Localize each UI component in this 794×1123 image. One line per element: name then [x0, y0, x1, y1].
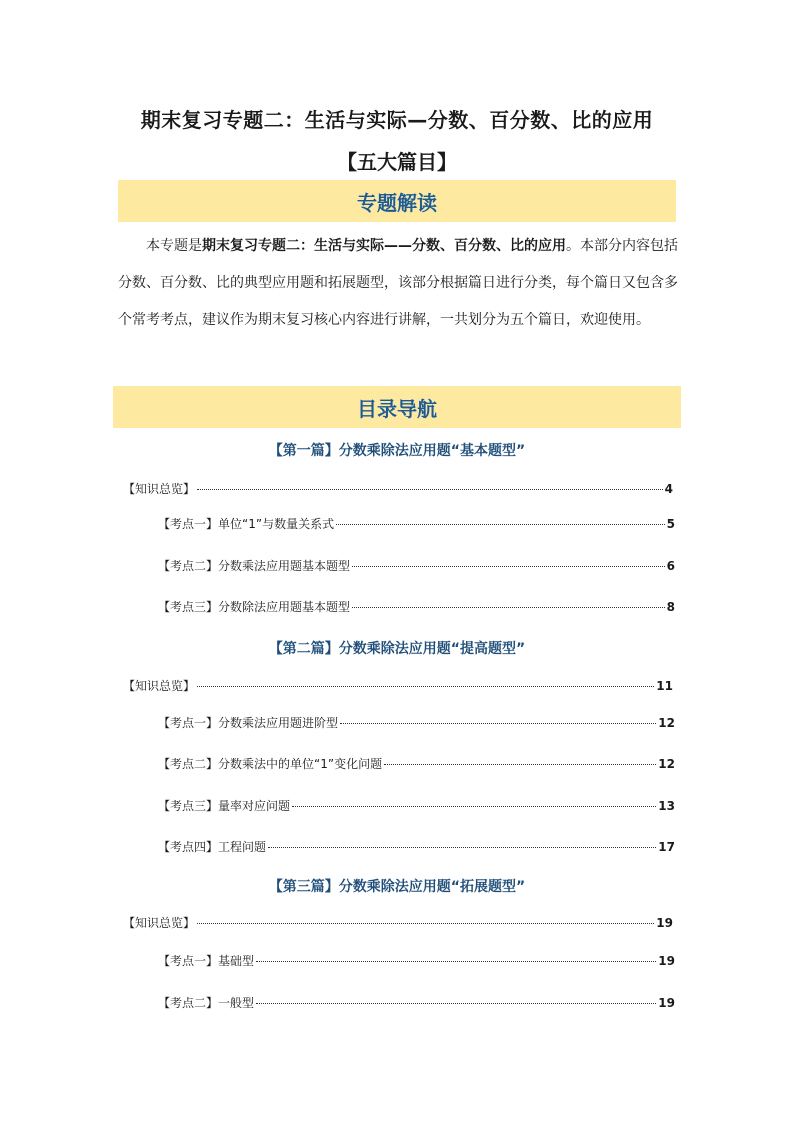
toc-entry[interactable]	[123, 677, 673, 694]
toc-part-title[interactable]: 【第一篇】分数乘除法应用题“基本题型”	[268, 443, 526, 459]
toc-entry-label: 【考点二】分数乘法应用题基本题型	[158, 559, 351, 573]
toc-entry-page: 19	[656, 916, 673, 930]
toc-entry-label: 【考点三】分数除法应用题基本题型	[158, 600, 351, 614]
toc-entry[interactable]	[158, 994, 675, 1011]
toc-entry-page: 12	[658, 757, 675, 771]
toc-entry[interactable]	[158, 557, 675, 574]
document-title: 期末复习专题二：生活与实际—分数、百分数、比的应用	[140, 108, 654, 132]
toc-entry-label: 【考点一】基础型	[158, 954, 255, 968]
toc-entry-page: 17	[658, 840, 675, 854]
toc-leader-dots	[336, 524, 665, 525]
intro-bold-topic: 期末复习专题二：生活与实际——分数、百分数、比的应用	[202, 238, 566, 254]
toc-entry-page: 12	[658, 716, 675, 730]
toc-entry-label: 【考点二】分数乘法中的单位“1”变化问题	[158, 757, 383, 771]
toc-entry[interactable]	[158, 838, 675, 855]
intro-paragraph	[118, 228, 678, 339]
toc-entry-label: 【知识总览】	[123, 482, 196, 496]
section-heading-band	[118, 180, 676, 222]
toc-entry-label: 【知识总览】	[123, 916, 196, 930]
toc-entry-page: 19	[658, 996, 675, 1010]
toc-leader-dots	[256, 1003, 656, 1004]
toc-entry-page: 6	[666, 559, 675, 573]
toc-entry-page: 5	[666, 517, 675, 531]
toc-leader-dots	[197, 923, 654, 924]
intro-prefix: 本专题是	[146, 238, 202, 254]
toc-entry[interactable]	[158, 755, 675, 772]
section-heading: 专题解读	[357, 190, 437, 215]
toc-entry-page: 19	[658, 954, 675, 968]
intro-rest: 。本部分内容包括分数、百分数、比的典型应用题和拓展题型，该部分根据篇日进行分类，每个篇日又包含多个常考考点，建议作为期末复习核心内容进行讲解，一共划分为五个篇日，欢迎使用。	[118, 238, 678, 328]
document-subtitle: 【五大篇目】	[337, 150, 457, 174]
toc-entry-label: 【考点四】工程问题	[158, 840, 267, 854]
toc-heading-band	[113, 386, 681, 428]
toc-entry-label: 【考点一】分数乘法应用题进阶型	[158, 716, 339, 730]
toc-leader-dots	[384, 764, 656, 765]
toc-entry[interactable]	[158, 952, 675, 969]
toc-entry[interactable]	[158, 515, 675, 532]
toc-entry[interactable]	[158, 714, 675, 731]
toc-entry-label: 【考点一】单位“1”与数量关系式	[158, 517, 335, 531]
toc-leader-dots	[292, 806, 656, 807]
toc-entry-label: 【考点三】量率对应问题	[158, 799, 291, 813]
toc-leader-dots	[268, 847, 656, 848]
toc-heading: 目录导航	[357, 396, 437, 421]
toc-entry-page: 8	[666, 600, 675, 614]
toc-entry-page: 11	[656, 679, 673, 693]
toc-part-title[interactable]: 【第三篇】分数乘除法应用题“拓展题型”	[268, 879, 526, 895]
toc-leader-dots	[340, 723, 656, 724]
toc-part-title[interactable]: 【第二篇】分数乘除法应用题“提高题型”	[268, 641, 526, 657]
toc-entry-label: 【知识总览】	[123, 679, 196, 693]
toc-leader-dots	[352, 607, 665, 608]
toc-entry-page: 4	[664, 482, 673, 496]
toc-entry-label: 【考点二】一般型	[158, 996, 255, 1010]
toc-leader-dots	[197, 489, 663, 490]
toc-entry-page: 13	[658, 799, 675, 813]
toc-leader-dots	[352, 566, 665, 567]
toc-leader-dots	[197, 686, 654, 687]
toc-entry[interactable]	[123, 480, 673, 497]
toc-leader-dots	[256, 961, 656, 962]
toc-entry[interactable]	[158, 797, 675, 814]
toc-entry[interactable]	[158, 598, 675, 615]
toc-entry[interactable]	[123, 914, 673, 931]
